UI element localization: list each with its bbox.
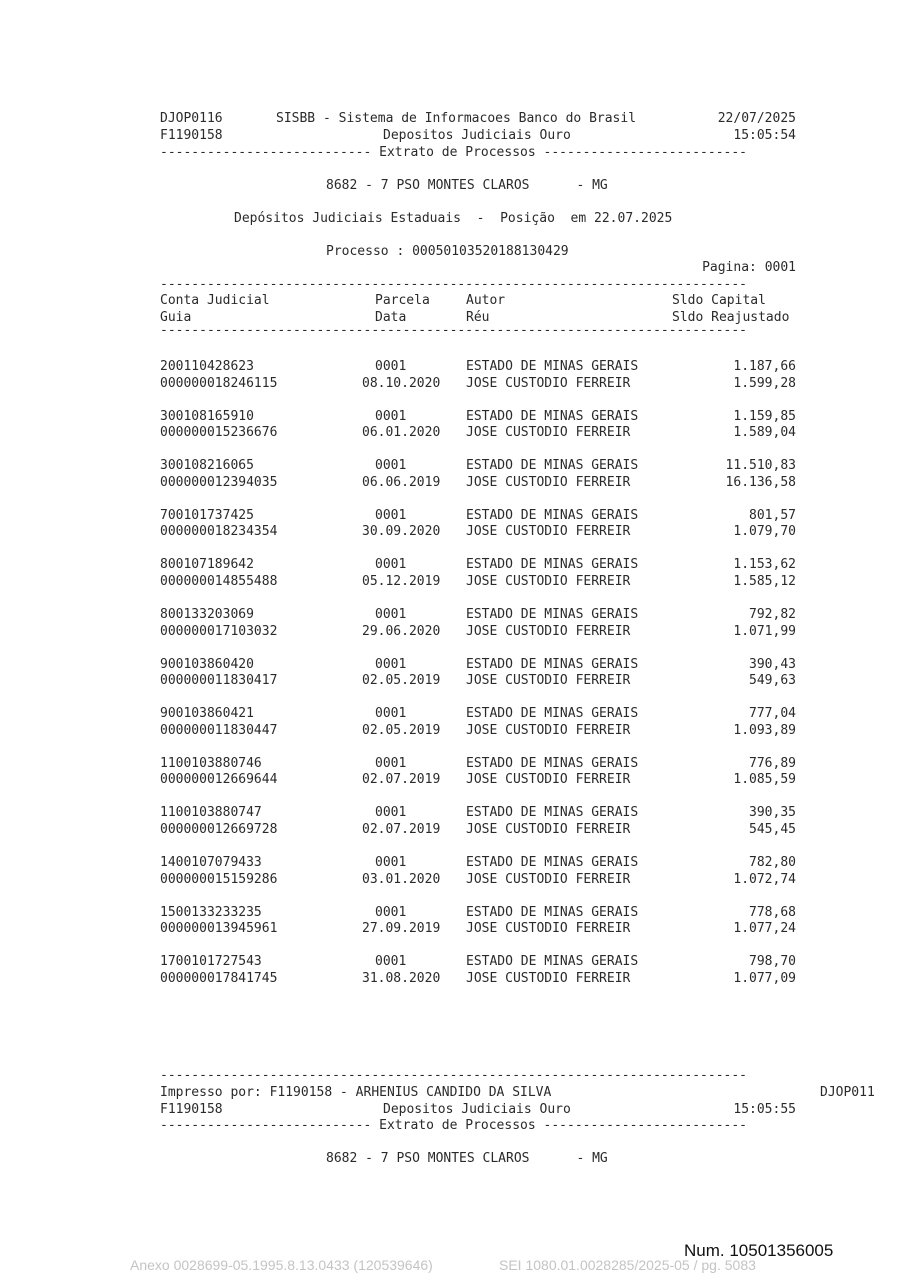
footer-section-rule: --------------------------- Extrato de Processos -------------------------- <box>160 1118 747 1133</box>
agency-line: 8682 - 7 PSO MONTES CLAROS - MG <box>326 178 608 193</box>
cell-conta-judicial: 700101737425 <box>160 507 254 523</box>
cell-reu: JOSE CUSTODIO FERREIR <box>466 871 631 887</box>
user-code: F1190158 <box>160 128 223 143</box>
cell-reu: JOSE CUSTODIO FERREIR <box>466 375 631 391</box>
col-parcela: Parcela <box>375 293 430 308</box>
cell-guia: 000000018246115 <box>160 375 278 391</box>
cell-parcela: 0001 <box>375 904 407 920</box>
cell-conta-judicial: 200110428623 <box>160 359 254 374</box>
cell-data: 03.01.2020 <box>362 871 441 887</box>
cell-parcela: 0001 <box>375 855 407 870</box>
cell-parcela: 0001 <box>375 458 407 474</box>
cell-data: 02.05.2019 <box>362 722 441 738</box>
cell-parcela: 0001 <box>375 607 407 622</box>
cell-data: 02.07.2019 <box>362 822 441 837</box>
cell-sldo-capital: 801,57 <box>749 507 796 523</box>
cell-guia: 000000012669728 <box>160 822 278 837</box>
col-sldo-capital: Sldo Capital <box>672 293 766 308</box>
cell-guia: 000000012669644 <box>160 772 278 788</box>
cell-guia: 000000018234354 <box>160 524 278 540</box>
cell-conta-judicial: 1400107079433 <box>160 855 262 870</box>
table-rule-top: --------------------------------------------------------------------------- <box>160 277 747 292</box>
report-time: 15:05:54 <box>733 128 796 143</box>
cell-sldo-capital: 776,89 <box>749 755 796 771</box>
cell-reu: JOSE CUSTODIO FERREIR <box>466 772 631 788</box>
cell-sldo-reajustado: 1.599,28 <box>733 375 796 391</box>
document-number: Num. 10501356005 <box>684 1241 834 1260</box>
cell-sldo-reajustado: 1.077,09 <box>733 970 796 986</box>
cell-parcela: 0001 <box>375 706 407 722</box>
cell-sldo-capital: 782,80 <box>749 855 796 870</box>
cell-guia: 000000015236676 <box>160 425 278 441</box>
cell-sldo-capital: 1.187,66 <box>733 359 796 374</box>
cell-data: 02.05.2019 <box>362 673 441 689</box>
cell-conta-judicial: 900103860421 <box>160 706 254 722</box>
col-autor: Autor <box>466 293 506 308</box>
cell-autor: ESTADO DE MINAS GERAIS <box>466 855 639 870</box>
cell-guia: 000000014855488 <box>160 574 278 589</box>
cell-autor: ESTADO DE MINAS GERAIS <box>466 954 639 970</box>
cell-sldo-capital: 778,68 <box>749 904 796 920</box>
cell-autor: ESTADO DE MINAS GERAIS <box>466 656 639 672</box>
cell-parcela: 0001 <box>375 954 407 970</box>
col-data: Data <box>375 310 407 325</box>
cell-conta-judicial: 900103860420 <box>160 656 254 672</box>
cell-reu: JOSE CUSTODIO FERREIR <box>466 474 631 490</box>
cell-conta-judicial: 1700101727543 <box>160 954 262 970</box>
module-name: Depositos Judiciais Ouro <box>383 128 571 143</box>
cell-sldo-capital: 777,04 <box>749 706 796 722</box>
cell-sldo-reajustado: 1.585,12 <box>733 574 796 589</box>
cell-parcela: 0001 <box>375 656 407 672</box>
cell-sldo-reajustado: 1.085,59 <box>733 772 796 788</box>
cell-guia: 000000012394035 <box>160 474 278 490</box>
cell-parcela: 0001 <box>375 755 407 771</box>
cell-data: 06.06.2019 <box>362 474 441 490</box>
cell-reu: JOSE CUSTODIO FERREIR <box>466 425 631 441</box>
cell-sldo-reajustado: 1.093,89 <box>733 722 796 738</box>
cell-reu: JOSE CUSTODIO FERREIR <box>466 921 631 937</box>
cell-sldo-reajustado: 16.136,58 <box>725 474 796 490</box>
cell-parcela: 0001 <box>375 408 407 424</box>
cell-parcela: 0001 <box>375 805 407 821</box>
cell-sldo-capital: 1.159,85 <box>733 408 796 424</box>
cell-sldo-reajustado: 1.077,24 <box>733 921 796 937</box>
cell-sldo-capital: 390,43 <box>749 656 796 672</box>
cell-conta-judicial: 1500133233235 <box>160 904 262 920</box>
cell-reu: JOSE CUSTODIO FERREIR <box>466 623 631 639</box>
cell-data: 05.12.2019 <box>362 574 441 589</box>
cell-conta-judicial: 300108165910 <box>160 408 254 424</box>
cell-guia: 000000011830447 <box>160 722 278 738</box>
section-rule: --------------------------- Extrato de Processos -------------------------- <box>160 145 747 160</box>
cell-sldo-reajustado: 549,63 <box>749 673 796 689</box>
cell-autor: ESTADO DE MINAS GERAIS <box>466 805 639 821</box>
cell-autor: ESTADO DE MINAS GERAIS <box>466 408 639 424</box>
footer-agency-line: 8682 - 7 PSO MONTES CLAROS - MG <box>326 1151 608 1166</box>
footer-user-code: F1190158 <box>160 1102 223 1117</box>
cell-guia: 000000017841745 <box>160 970 278 986</box>
cell-conta-judicial: 1100103880747 <box>160 805 262 821</box>
page-number: Pagina: 0001 <box>702 260 796 275</box>
system-title: SISBB - Sistema de Informacoes Banco do Brasil <box>276 111 637 126</box>
report-subtitle: Depósitos Judiciais Estaduais - Posição em 22.07.2025 <box>234 211 673 226</box>
cell-autor: ESTADO DE MINAS GERAIS <box>466 904 639 920</box>
cell-parcela: 0001 <box>375 557 407 573</box>
cell-reu: JOSE CUSTODIO FERREIR <box>466 822 631 837</box>
cell-sldo-reajustado: 1.072,74 <box>733 871 796 887</box>
cell-parcela: 0001 <box>375 507 407 523</box>
cell-sldo-reajustado: 1.071,99 <box>733 623 796 639</box>
cell-autor: ESTADO DE MINAS GERAIS <box>466 458 639 474</box>
cell-autor: ESTADO DE MINAS GERAIS <box>466 607 639 622</box>
cell-autor: ESTADO DE MINAS GERAIS <box>466 706 639 722</box>
cell-data: 08.10.2020 <box>362 375 441 391</box>
report-date: 22/07/2025 <box>717 111 796 126</box>
cell-reu: JOSE CUSTODIO FERREIR <box>466 722 631 738</box>
cell-data: 27.09.2019 <box>362 921 441 937</box>
cell-conta-judicial: 300108216065 <box>160 458 254 474</box>
cell-data: 30.09.2020 <box>362 524 441 540</box>
cell-sldo-capital: 792,82 <box>749 607 796 622</box>
cell-autor: ESTADO DE MINAS GERAIS <box>466 755 639 771</box>
col-reu: Réu <box>466 310 490 325</box>
cell-guia: 000000017103032 <box>160 623 278 639</box>
cell-sldo-capital: 1.153,62 <box>733 557 796 573</box>
cell-sldo-capital: 11.510,83 <box>725 458 796 474</box>
cell-data: 31.08.2020 <box>362 970 441 986</box>
cell-reu: JOSE CUSTODIO FERREIR <box>466 524 631 540</box>
cell-conta-judicial: 1100103880746 <box>160 755 262 771</box>
cell-sldo-reajustado: 1.079,70 <box>733 524 796 540</box>
cell-reu: JOSE CUSTODIO FERREIR <box>466 574 631 589</box>
annex-reference: Anexo 0028699-05.1995.8.13.0433 (120539646) <box>130 1257 433 1273</box>
cell-parcela: 0001 <box>375 359 407 374</box>
cell-sldo-capital: 798,70 <box>749 954 796 970</box>
cell-data: 06.01.2020 <box>362 425 441 441</box>
cell-data: 02.07.2019 <box>362 772 441 788</box>
col-sldo-reajustado: Sldo Reajustado <box>672 310 790 325</box>
cell-conta-judicial: 800133203069 <box>160 607 254 622</box>
cell-reu: JOSE CUSTODIO FERREIR <box>466 970 631 986</box>
cell-guia: 000000015159286 <box>160 871 278 887</box>
cell-guia: 000000011830417 <box>160 673 278 689</box>
cell-sldo-capital: 390,35 <box>749 805 796 821</box>
printed-by: Impresso por: F1190158 - ARHENIUS CANDIDO DA SILVA <box>160 1085 552 1100</box>
cell-autor: ESTADO DE MINAS GERAIS <box>466 557 639 573</box>
sei-reference: SEI 1080.01.0028285/2025-05 / pg. 5083 <box>499 1257 756 1273</box>
cell-sldo-reajustado: 545,45 <box>749 822 796 837</box>
footer-time: 15:05:55 <box>733 1102 796 1117</box>
col-guia: Guia <box>160 310 192 325</box>
cell-sldo-reajustado: 1.589,04 <box>733 425 796 441</box>
footer-system-code: DJOP011 <box>820 1085 875 1100</box>
footer-rule: --------------------------------------------------------------------------- <box>160 1068 747 1083</box>
cell-conta-judicial: 800107189642 <box>160 557 254 573</box>
cell-autor: ESTADO DE MINAS GERAIS <box>466 359 639 374</box>
process-number: Processo : 00050103520188130429 <box>326 244 569 259</box>
cell-guia: 000000013945961 <box>160 921 278 937</box>
system-code: DJOP0116 <box>160 111 223 126</box>
cell-reu: JOSE CUSTODIO FERREIR <box>466 673 631 689</box>
cell-autor: ESTADO DE MINAS GERAIS <box>466 507 639 523</box>
footer-module-name: Depositos Judiciais Ouro <box>383 1102 571 1117</box>
cell-data: 29.06.2020 <box>362 623 441 639</box>
table-rule-bottom: --------------------------------------------------------------------------- <box>160 323 747 338</box>
col-conta-judicial: Conta Judicial <box>160 293 270 308</box>
